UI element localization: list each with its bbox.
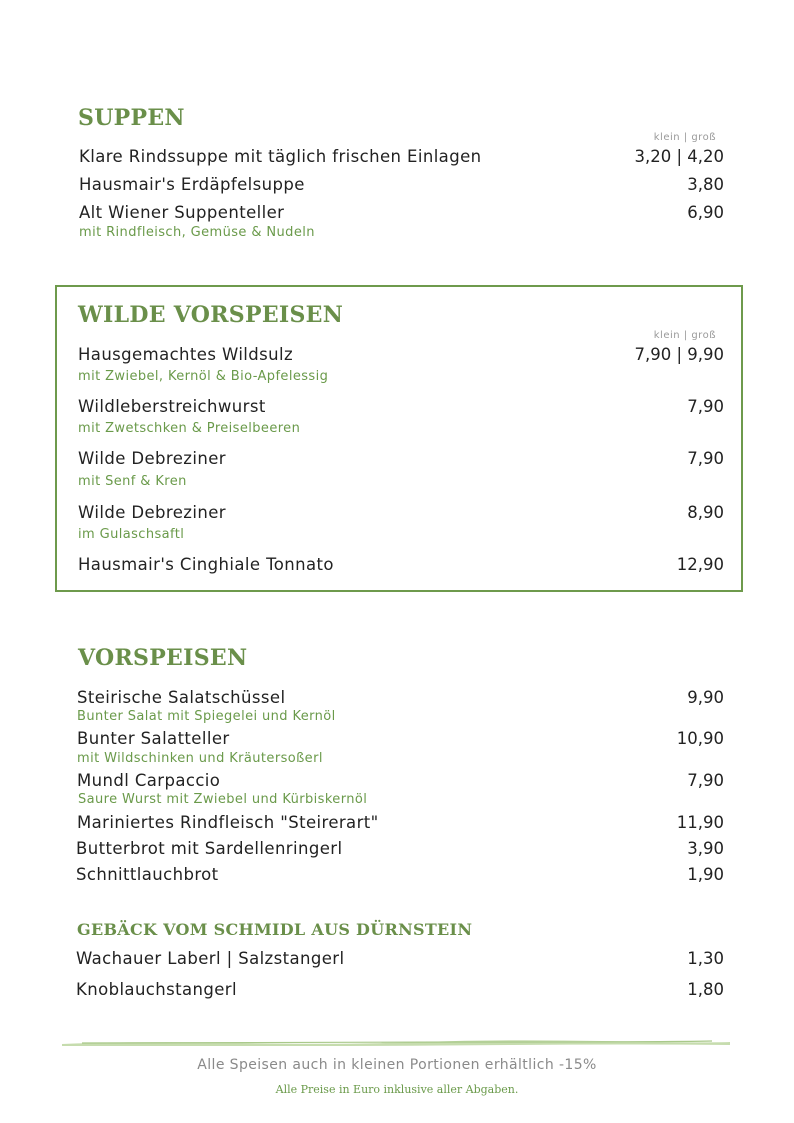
menu-item-price: 7,90: [687, 449, 724, 468]
menu-item-name: Hausmair's Erdäpfelsuppe: [79, 175, 305, 194]
section-frame-wilde-vorspeisen: [55, 285, 743, 592]
menu-item-description: mit Wildschinken und Kräutersoßerl: [77, 751, 323, 766]
brush-divider: [62, 1037, 730, 1049]
menu-item-name: Mundl Carpaccio: [77, 771, 221, 790]
menu-item-description: mit Zwetschken & Preiselbeeren: [78, 421, 301, 436]
menu-item-name: Wachauer Laberl | Salzstangerl: [76, 949, 345, 968]
menu-item-name: Klare Rindssuppe mit täglich frischen Einlagen: [79, 147, 482, 166]
menu-item-name: Hausgemachtes Wildsulz: [78, 345, 294, 364]
section-title-gebaeck: GEBÄCK VOM SCHMIDL AUS DÜRNSTEIN: [77, 920, 473, 939]
menu-item-name: Butterbrot mit Sardellenringerl: [76, 839, 343, 858]
size-header-suppen: klein | groß: [653, 132, 716, 143]
menu-item-price: 3,80: [687, 175, 724, 194]
menu-item-price: 8,90: [687, 503, 724, 522]
menu-item-name: Bunter Salatteller: [77, 729, 230, 748]
menu-item-description: Saure Wurst mit Zwiebel und Kürbiskernöl: [78, 792, 368, 807]
price-legal-note: Alle Preise in Euro inklusive aller Abgaben.: [275, 1083, 519, 1096]
menu-item-name: Hausmair's Cinghiale Tonnato: [78, 555, 334, 574]
menu-item-name: Wilde Debreziner: [78, 449, 226, 468]
menu-item-description: mit Rindfleisch, Gemüse & Nudeln: [79, 225, 315, 240]
menu-item-price: 1,80: [687, 980, 724, 999]
menu-item-price: 1,30: [687, 949, 724, 968]
menu-item-price: 7,90 | 9,90: [634, 345, 724, 364]
menu-item-name: Knoblauchstangerl: [76, 980, 237, 999]
menu-item-price: 3,20 | 4,20: [634, 147, 724, 166]
menu-item-price: 11,90: [676, 813, 724, 832]
menu-item-price: 3,90: [687, 839, 724, 858]
menu-item-name: Alt Wiener Suppenteller: [79, 203, 285, 222]
section-title-wilde-vorspeisen: WILDE VORSPEISEN: [78, 302, 344, 328]
menu-item-price: 12,90: [676, 555, 724, 574]
section-title-suppen: SUPPEN: [78, 105, 185, 131]
menu-item-price: 7,90: [687, 397, 724, 416]
size-header-wilde-vorspeisen: klein | groß: [653, 330, 716, 341]
section-title-vorspeisen: VORSPEISEN: [78, 645, 248, 671]
menu-item-price: 10,90: [676, 729, 724, 748]
menu-item-price: 7,90: [687, 771, 724, 790]
menu-item-name: Mariniertes Rindfleisch "Steirerart": [77, 813, 379, 832]
menu-item-description: Bunter Salat mit Spiegelei und Kernöl: [77, 709, 336, 724]
menu-item-name: Wildleberstreichwurst: [78, 397, 266, 416]
menu-item-price: 6,90: [687, 203, 724, 222]
menu-item-price: 9,90: [687, 688, 724, 707]
portion-note: Alle Speisen auch in kleinen Portionen erhältlich -15%: [197, 1057, 597, 1073]
menu-item-price: 1,90: [687, 865, 724, 884]
menu-item-description: mit Senf & Kren: [78, 474, 187, 489]
menu-item-name: Wilde Debreziner: [78, 503, 226, 522]
menu-item-name: Schnittlauchbrot: [76, 865, 219, 884]
menu-item-description: mit Zwiebel, Kernöl & Bio-Apfelessig: [78, 369, 329, 384]
menu-item-description: im Gulaschsaftl: [78, 527, 185, 542]
menu-item-name: Steirische Salatschüssel: [77, 688, 286, 707]
